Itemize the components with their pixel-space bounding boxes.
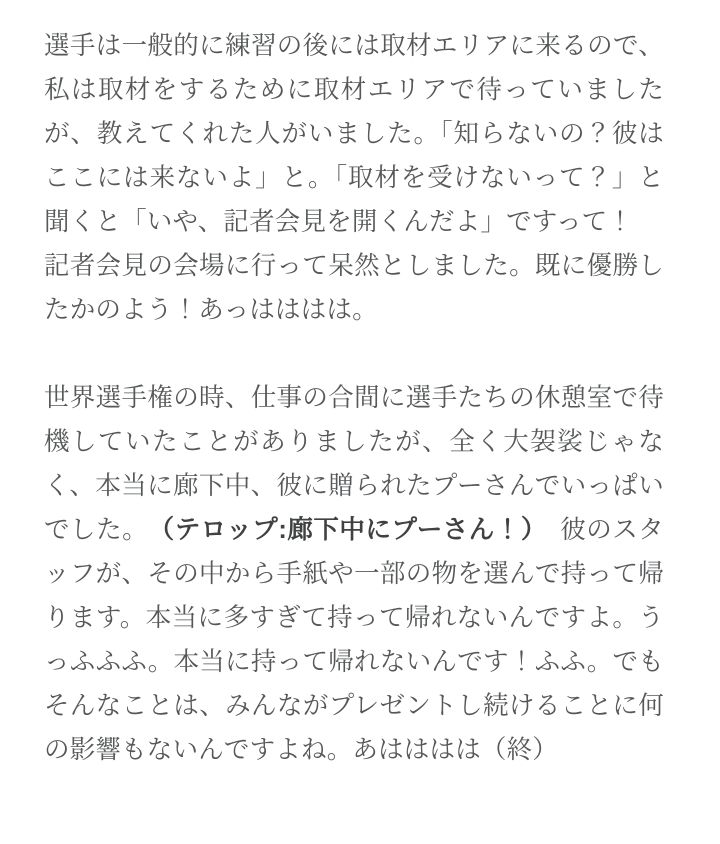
paragraph-3-run-1: 世界選手権の時、仕事の合間に選手たちの休憩室で待機していたことがありましたが、全く大袈裟じゃなく、本当に廊下中、彼に贈られたプーさんでいっぱいでした。 — [44, 384, 664, 544]
paragraph-3 — [44, 376, 664, 772]
paragraph-1-run-1: 選手は一般的に練習の後には取材エリアに来るので、私は取材をするために取材エリアで待っていましたが、教えてくれた人がいました。「知らないの？彼はここには来ないよ」と。「取材を受けないって？」と聞くと「いや、記者会見を開くんだよ」ですって！ — [44, 32, 664, 236]
paragraph-3-caption-emphasis: （テロップ:廊下中にプーさん！） — [161, 516, 535, 544]
paragraph-2 — [44, 244, 664, 332]
paragraph-3-run-3: 彼のスタッフが、その中から手紙や一部の物を選んで持って帰ります。本当に多すぎて持って帰れないんですよ。うっふふふ。本当に持って帰れないんです！ふふ。でもそんなことは、みんながプレゼントし続けることに何の影響もないんですよね。あはははは（終） — [44, 516, 664, 764]
paragraph-2-run-1: 記者会見の会場に行って呆然としました。既に優勝したかのよう！あっはははは。 — [44, 252, 664, 324]
text-column — [44, 24, 664, 772]
paragraph-1 — [44, 24, 664, 244]
